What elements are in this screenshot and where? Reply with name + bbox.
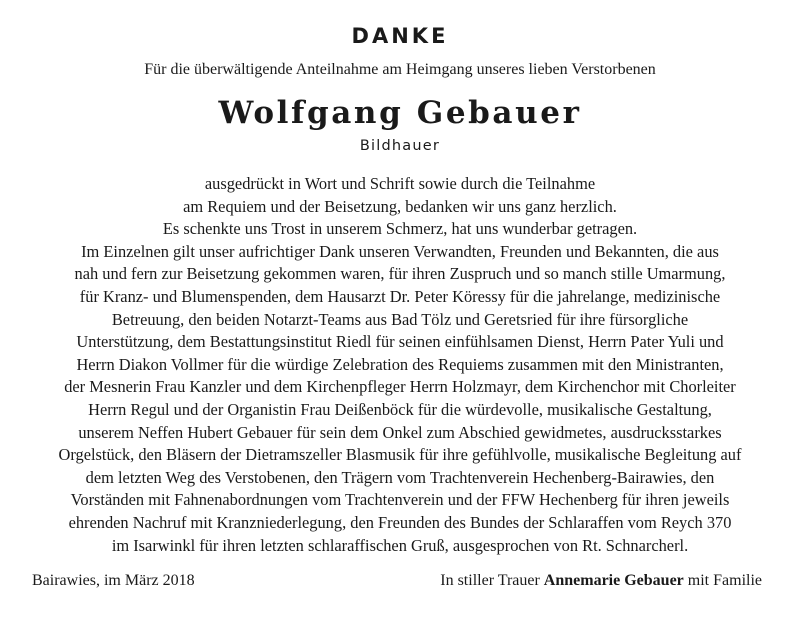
body-line: Unterstützung, dem Bestattungsinstitut Riedl für seinen einfühlsamen Dienst, Herrn Pater Yuli und	[76, 332, 724, 352]
body-line: ehrenden Nachruf mit Kranzniederlegung, den Freunden des Bundes der Schlaraffen vom Reych 370	[68, 512, 732, 532]
body-line: ausgedrückt in Wort und Schrift sowie durch die Teilnahme	[204, 174, 596, 193]
profession: Bildhauer	[359, 138, 441, 154]
signature-prefix: In stiller Trauer	[440, 572, 540, 589]
body-line: Im Einzelnen gilt unser aufrichtiger Dank unseren Verwandten, Freunden und Bekannten, die aus	[81, 241, 719, 261]
deceased-name: Wolfgang Gebauer	[218, 95, 582, 131]
body-line: dem letzten Weg des Verstobenen, den Trägern vom Trachtenverein Hechenberg-Bairawies, den	[85, 467, 715, 487]
intro-line: Für die überwältigende Anteilnahme am Heimgang unseres lieben Verstorbenen	[144, 61, 656, 78]
body-line: Herrn Diakon Vollmer für die würdige Zelebration des Requiems zusammen mit den Ministranten,	[76, 354, 724, 374]
body-line: im Isarwinkl für ihren letzten schlaraffischen Gruß, ausgesprochen von Rt. Schnarcherl.	[111, 535, 689, 555]
body-line: Herrn Regul und der Organistin Frau Deißenböck für die würdevolle, musikalische Gestaltung,	[88, 399, 712, 419]
signature-suffix: mit Familie	[687, 572, 762, 589]
body-line: Orgelstück, den Bläsern der Dietramszeller Blasmusik für ihre gefühlvolle, musikalische Begleitung auf	[58, 445, 742, 465]
body-line: am Requiem und der Beisetzung, bedanken wir uns ganz herzlich.	[183, 196, 617, 216]
place-date: Bairawies, im März 2018	[32, 572, 195, 589]
signature-name: Annemarie Gebauer	[543, 572, 684, 589]
signature	[440, 572, 762, 590]
heading: DANKE	[351, 24, 449, 48]
body-text	[0, 173, 800, 557]
body-line: nah und fern zur Beisetzung gekommen waren, für ihren Zuspruch und so manch stille Umarmung,	[74, 264, 726, 284]
body-line: Betreuung, den beiden Notarzt-Teams aus Bad Tölz und Geretsried für ihre fürsorgliche	[111, 309, 689, 329]
body-line: der Mesnerin Frau Kanzler und dem Kirchenpfleger Herrn Holzmayr, dem Kirchenchor mit Chorleiter	[64, 377, 736, 397]
body-line: unserem Neffen Hubert Gebauer für sein dem Onkel zum Abschied gewidmetes, ausdrucksstarkes	[78, 422, 722, 442]
body-line: für Kranz- und Blumenspenden, dem Hausarzt Dr. Peter Köressy für die jahrelange, medizinische	[79, 286, 721, 306]
body-line: Es schenkte uns Trost in unserem Schmerz, hat uns wunderbar getragen.	[162, 219, 638, 239]
body-line: Vorständen mit Fahnenabordnungen vom Trachtenverein und der FFW Hechenberg für ihren jeweils	[70, 490, 730, 510]
